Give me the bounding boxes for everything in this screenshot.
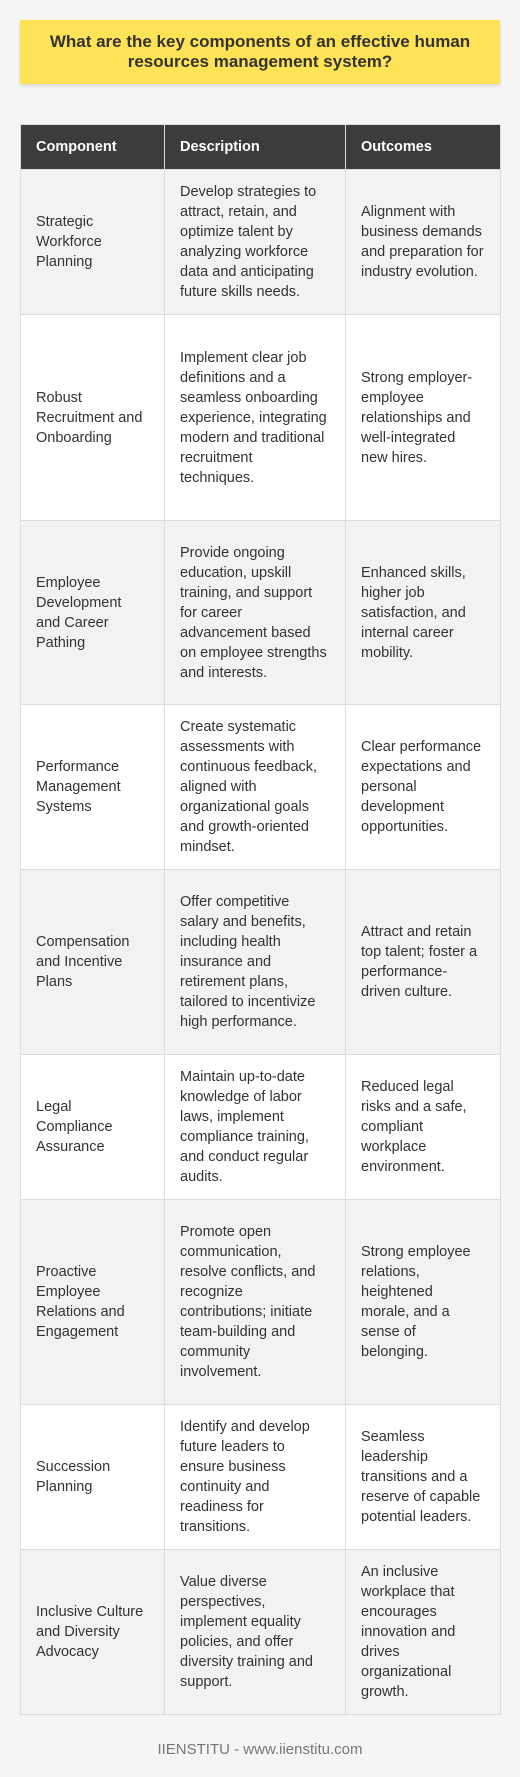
- description-cell: Identify and develop future leaders to ensure business continuity and readiness for transitions.: [165, 1405, 346, 1550]
- outcomes-cell: Attract and retain top talent; foster a performance-driven culture.: [346, 870, 501, 1055]
- outcomes-cell: An inclusive workplace that encourages innovation and drives organizational growth.: [346, 1550, 501, 1715]
- component-cell: Compensation and Incentive Plans: [21, 870, 165, 1055]
- outcomes-cell: Strong employee relations, heightened morale, and a sense of belonging.: [346, 1200, 501, 1405]
- outcomes-cell: Strong employer-employee relationships and well-integrated new hires.: [346, 315, 501, 521]
- page-title: What are the key components of an effective human resources management system?: [20, 20, 500, 84]
- header-component: Component: [21, 125, 165, 170]
- component-cell: Succession Planning: [21, 1405, 165, 1550]
- table-row: [21, 315, 501, 521]
- component-cell: Inclusive Culture and Diversity Advocacy: [21, 1550, 165, 1715]
- component-cell: Proactive Employee Relations and Engagement: [21, 1200, 165, 1405]
- outcomes-cell: Alignment with business demands and preparation for industry evolution.: [346, 170, 501, 315]
- table-row: [21, 705, 501, 870]
- table-row: [21, 1405, 501, 1550]
- table-row: [21, 1200, 501, 1405]
- description-cell: Implement clear job definitions and a seamless onboarding experience, integrating modern and traditional recruitment techniques.: [165, 315, 346, 521]
- table-row: [21, 870, 501, 1055]
- outcomes-cell: Reduced legal risks and a safe, compliant workplace environment.: [346, 1055, 501, 1200]
- table-row: [21, 1055, 501, 1200]
- table-header-row: [21, 125, 501, 170]
- header-description: Description: [165, 125, 346, 170]
- component-cell: Performance Management Systems: [21, 705, 165, 870]
- component-cell: Legal Compliance Assurance: [21, 1055, 165, 1200]
- table-row: [21, 521, 501, 705]
- description-cell: Offer competitive salary and benefits, including health insurance and retirement plans, tailored to incentivize high performance.: [165, 870, 346, 1055]
- component-cell: Strategic Workforce Planning: [21, 170, 165, 315]
- description-cell: Promote open communication, resolve conflicts, and recognize contributions; initiate team-building and community involvement.: [165, 1200, 346, 1405]
- table-row: [21, 1550, 501, 1715]
- description-cell: Provide ongoing education, upskill training, and support for career advancement based on employee strengths and interests.: [165, 521, 346, 705]
- description-cell: Create systematic assessments with continuous feedback, aligned with organizational goals and growth-oriented mindset.: [165, 705, 346, 870]
- description-cell: Value diverse perspectives, implement equality policies, and offer diversity training and support.: [165, 1550, 346, 1715]
- description-cell: Maintain up-to-date knowledge of labor laws, implement compliance training, and conduct regular audits.: [165, 1055, 346, 1200]
- outcomes-cell: Enhanced skills, higher job satisfaction, and internal career mobility.: [346, 521, 501, 705]
- table-row: [21, 170, 501, 315]
- components-table: [20, 124, 501, 1715]
- footer-credit: IIENSTITU - www.iienstitu.com: [157, 1741, 363, 1758]
- component-cell: Employee Development and Career Pathing: [21, 521, 165, 705]
- description-cell: Develop strategies to attract, retain, and optimize talent by analyzing workforce data and anticipating future skills needs.: [165, 170, 346, 315]
- component-cell: Robust Recruitment and Onboarding: [21, 315, 165, 521]
- header-outcomes: Outcomes: [346, 125, 501, 170]
- outcomes-cell: Clear performance expectations and personal development opportunities.: [346, 705, 501, 870]
- outcomes-cell: Seamless leadership transitions and a reserve of capable potential leaders.: [346, 1405, 501, 1550]
